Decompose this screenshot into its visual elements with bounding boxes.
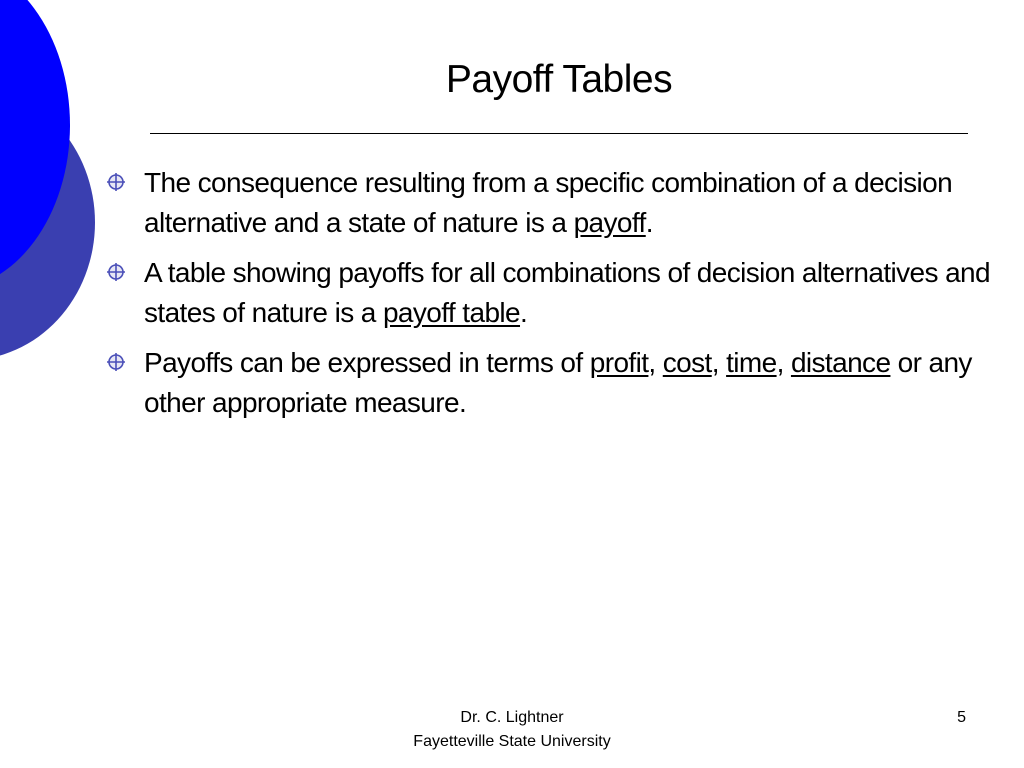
- term-separator: ,: [776, 347, 791, 378]
- bullet-list: [106, 163, 996, 433]
- bullet-text: The consequence resulting from a specific combination of a decision alternative and a state of nature is a: [144, 167, 953, 238]
- bullet-text: A table showing payoffs for all combinations of decision alternatives and states of nature is a: [144, 257, 990, 328]
- term-time: time: [726, 347, 777, 378]
- bullet-punctuation: .: [520, 297, 528, 328]
- crosshair-bullet-icon: [106, 172, 126, 192]
- bullet-item: [106, 343, 996, 423]
- term-payoff-table: payoff table: [382, 297, 521, 328]
- term-distance: distance: [790, 347, 891, 378]
- term-cost: cost: [662, 347, 712, 378]
- title-divider: [150, 133, 968, 134]
- bullet-item: [106, 163, 996, 243]
- bullet-text-tail: or any other appropriate measure.: [144, 347, 972, 418]
- bullet-text: Payoffs can be expressed in terms of: [144, 347, 590, 378]
- term-payoff: payoff: [573, 207, 646, 238]
- footer-institution: Fayetteville State University: [413, 733, 611, 750]
- footer-author: Dr. C. Lightner: [460, 709, 564, 726]
- crosshair-bullet-icon: [106, 262, 126, 282]
- term-profit: profit: [589, 347, 649, 378]
- slide-footer: [362, 706, 662, 754]
- bullet-punctuation: .: [645, 207, 653, 238]
- slide-title: Payoff Tables: [445, 58, 673, 101]
- term-separator: ,: [648, 347, 663, 378]
- term-separator: ,: [711, 347, 727, 378]
- bullet-item: [106, 253, 996, 333]
- page-number: 5: [957, 709, 966, 726]
- crosshair-bullet-icon: [106, 352, 126, 372]
